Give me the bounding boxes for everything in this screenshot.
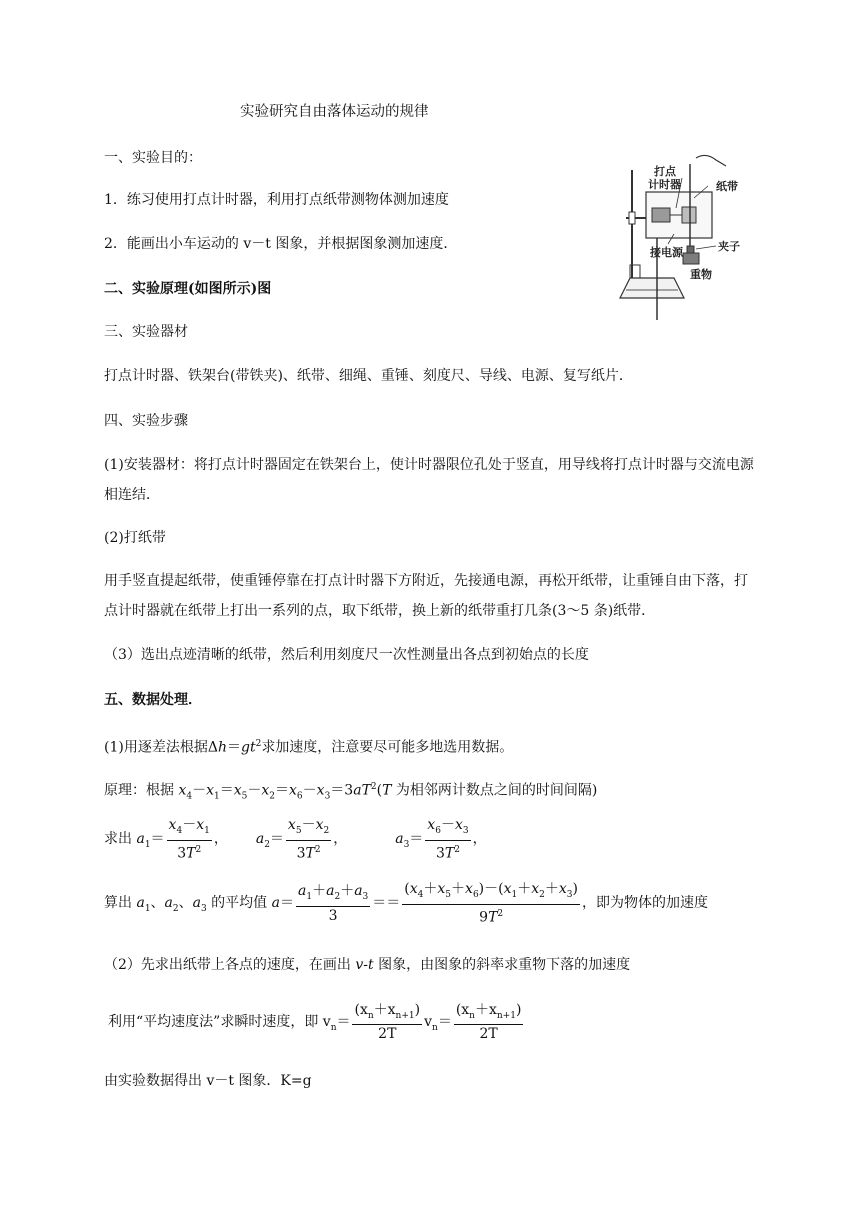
- solve-line: 求出 $a_1=$ $\frac{x_4-x_1}{3T^2}$ ， $a_2=$ $\frac{x_5-x_2}{3T^2}$ ， $a_3=$ $\frac{x_6-x_3}{3T^2}$ ，: [104, 817, 487, 862]
- principle-line: 原理：根据 $x_4-x_1=x_5-x_2=x_6-x_3=3aT^2(T$ 为相邻两计数点之间的时间间隔): [104, 782, 598, 802]
- fraction-average: $\frac{a_1+a_2+a_3}{3}$: [298, 882, 369, 924]
- weight-block: [683, 253, 699, 264]
- fraction-vn-1: $\frac{(x_n+x_{n+1})}{2T}$: [354, 1001, 421, 1043]
- step1-text: (1)安装器材：将打点计时器固定在铁架台上，使计时器限位孔处于竖直，用导线将打点计时器与交流电源相连结．: [104, 457, 754, 503]
- avg-mid: 的平均值: [206, 895, 272, 912]
- final-line: 由实验数据得出 v－t 图象．K=g: [104, 1073, 312, 1089]
- method1-pre: (1)用逐差法根据Δ: [104, 739, 218, 756]
- instant-pre: 利用“平均速度法”求瞬时速度，即: [108, 1014, 323, 1030]
- solve-pre: 求出: [104, 831, 137, 848]
- section5-heading: 五、数据处理．: [104, 692, 202, 708]
- fraction-a3: $\frac{x_6-x_3}{3T^2}$: [427, 817, 469, 862]
- section1-heading: 一、实验目的：: [104, 150, 202, 166]
- method1-line: (1)用逐差法根据$\Delta h=gt^2$求加速度，注意要尽可能多地选用数据。: [104, 739, 514, 756]
- fraction-vn-2: $\frac{(x_n+x_{n+1})}{2T}$: [455, 1001, 522, 1043]
- label-timer-1: 打点: [654, 165, 676, 178]
- label-power: 接电源: [650, 246, 683, 259]
- label-clip: 夹子: [718, 240, 740, 253]
- label-tape: 纸带: [716, 180, 738, 193]
- principle-note: 为相邻两计数点之间的时间间隔): [395, 782, 598, 799]
- step2-text: 用手竖直提起纸带，使重锤停靠在打点计时器下方附近，先接通电源，再松开纸带，让重锤自由下落，打点计时器就在纸带上打出一系列的点，取下纸带，换上新的纸带重打几条(3～5 条)纸带．: [104, 573, 748, 619]
- fraction-a2: $\frac{x_5-x_2}{3T^2}$: [287, 817, 330, 862]
- hand-icon: [696, 155, 726, 166]
- section1-item2: 2．能画出小车运动的 v－t 图象，并根据图象测加速度．: [104, 236, 458, 252]
- method2-text: （2）先求出纸带上各点的速度，在画出: [104, 957, 356, 973]
- method1-post: 求加速度，注意要尽可能多地选用数据。: [261, 739, 514, 756]
- fraction-result: $\frac{(x_4+x_5+x_6)-(x_1+x_2+x_3)}{9T^2}$: [404, 881, 578, 926]
- average-line: 算出 $a_1$、$a_2$、$a_3$ 的平均值 a＝ $\frac{a_1+a_2+a_3}{3}$ ＝＝ $\frac{(x_4+x_5+x_6)-(x_1+x_2+x_3)}{9T^2}$ ，即为物体的加速度: [104, 881, 708, 926]
- clip: [687, 246, 694, 253]
- label-weight: 重物: [690, 268, 712, 281]
- section3-text: 打点计时器、铁架台(带铁夹)、纸带、细绳、重锤、刻度尺、导线、电源、复写纸片．: [104, 368, 633, 384]
- label-timer-2: 计时器: [648, 178, 681, 191]
- clamp-knob: [629, 212, 635, 224]
- method2-post: 图象，由图象的斜率求重物下落的加速度: [373, 957, 631, 973]
- apparatus-figure: [612, 150, 762, 325]
- page-title: 实验研究自由落体运动的规律: [240, 104, 429, 120]
- instant-velocity-line: 利用“平均速度法”求瞬时速度，即 $v_n=$ $\frac{(x_n+x_{n+1})}{2T}$ $v_n=$ $\frac{(x_n+x_{n+1})}{2T}$: [108, 1001, 522, 1043]
- timer-block: [652, 208, 670, 222]
- section3-heading: 三、实验器材: [104, 324, 188, 340]
- step2-title: (2)打纸带: [104, 530, 166, 546]
- step3-text: （3）选出点迹清晰的纸带，然后利用刻度尺一次性测量出各点到初始点的长度: [104, 647, 589, 663]
- avg-post: ，即为物体的加速度: [582, 895, 708, 912]
- principle-pre: 原理：根据: [104, 782, 179, 799]
- section1-item1: 1．练习使用打点计时器，利用打点纸带测物体测加速度: [104, 192, 449, 208]
- section2-heading: 二、实验原理(如图所示)图: [104, 281, 272, 297]
- fraction-a1: $\frac{x_4-x_1}{3T^2}$: [168, 817, 210, 862]
- stand-base: [620, 278, 684, 298]
- leader-clip: [696, 246, 716, 249]
- section4-heading: 四、实验步骤: [104, 413, 188, 429]
- method2-line: （2）先求出纸带上各点的速度，在画出 v-t 图象，由图象的斜率求重物下落的加速度: [104, 957, 631, 973]
- limit-hole: [682, 207, 696, 223]
- avg-pre: 算出: [104, 895, 137, 912]
